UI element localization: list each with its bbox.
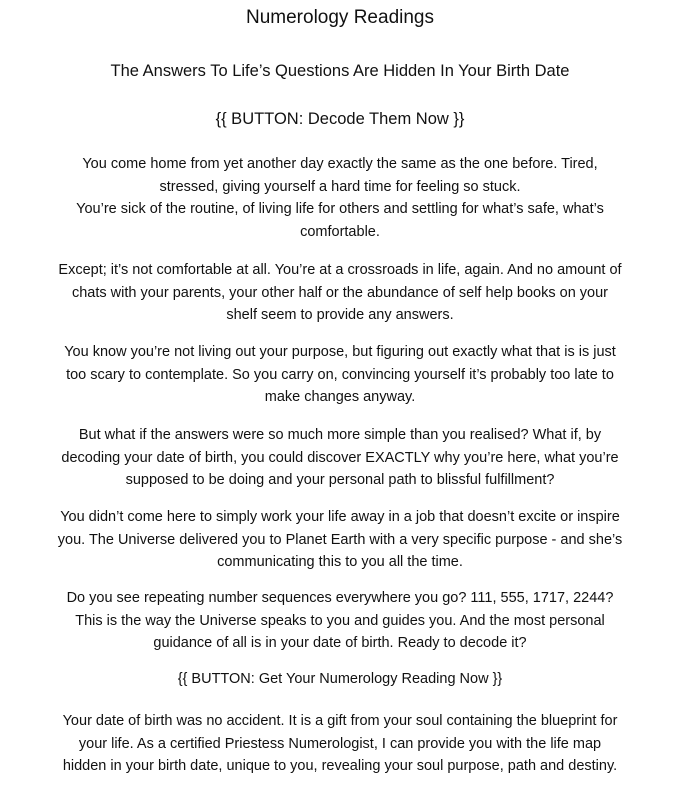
page-title: Numerology Readings	[246, 7, 434, 28]
page-subtitle: The Answers To Life’s Questions Are Hidden In Your Birth Date	[110, 62, 570, 80]
paragraph-line: This is the way the Universe speaks to you and guides you. And the most personal	[75, 612, 605, 629]
paragraph-line: Do you see repeating number sequences everywhere you go? 111, 555, 1717, 2244?	[66, 590, 614, 606]
paragraph-line: comfortable.	[300, 223, 380, 240]
paragraph-5	[30, 506, 650, 574]
paragraph-line: stressed, giving yourself a hard time for feeling so stuck.	[159, 178, 521, 195]
get-reading-button-placeholder: {{ BUTTON: Get Your Numerology Reading Now }}	[177, 671, 503, 687]
paragraph-line: your life. As a certified Priestess Numerologist, I can provide you with the life map	[78, 735, 602, 752]
paragraph-1	[30, 153, 650, 243]
paragraph-2	[30, 259, 650, 327]
paragraph-line: You come home from yet another day exactly the same as the one before. Tired,	[82, 156, 598, 172]
paragraph-line: But what if the answers were so much more simple than you realised? What if, by	[78, 427, 602, 443]
paragraph-line: communicating this to you all the time.	[217, 554, 463, 570]
paragraph-line: You didn’t come here to simply work your life away in a job that doesn’t excite or inspire	[60, 509, 620, 525]
paragraph-line: you. The Universe delivered you to Planet Earth with a very specific purpose - and she’s	[57, 531, 623, 548]
paragraph-line: supposed to be doing and your personal path to blissful fulfillment?	[125, 472, 555, 488]
paragraph-line: too scary to contemplate. So you carry on, convincing yourself it’s probably too late to	[66, 366, 614, 383]
paragraph-line: Except; it’s not comfortable at all. You’re at a crossroads in life, again. And no amount of	[58, 262, 622, 278]
paragraph-line: hidden in your birth date, unique to you, revealing your soul purpose, path and destiny.	[62, 758, 618, 774]
paragraph-line: You know you’re not living out your purpose, but figuring out exactly what that is is just	[64, 344, 616, 360]
paragraph-line: make changes anyway.	[264, 389, 416, 405]
paragraph-line: guidance of all is in your date of birth. Ready to decode it?	[153, 635, 527, 651]
paragraph-6	[30, 587, 650, 655]
paragraph-line: decoding your date of birth, you could discover EXACTLY why you’re here, what you’re	[61, 449, 619, 466]
paragraph-3	[30, 341, 650, 409]
paragraph-line: chats with your parents, your other half or the abundance of self help books on your	[71, 284, 609, 301]
paragraph-4	[30, 424, 650, 492]
decode-them-now-button-placeholder: {{ BUTTON: Decode Them Now }}	[215, 110, 465, 128]
paragraph-line: You’re sick of the routine, of living life for others and settling for what’s safe, what’s	[76, 201, 604, 217]
paragraph-line: Your date of birth was no accident. It is a gift from your soul containing the blueprint for	[62, 713, 618, 729]
paragraph-7	[30, 710, 650, 778]
paragraph-line: shelf seem to provide any answers.	[226, 307, 454, 323]
